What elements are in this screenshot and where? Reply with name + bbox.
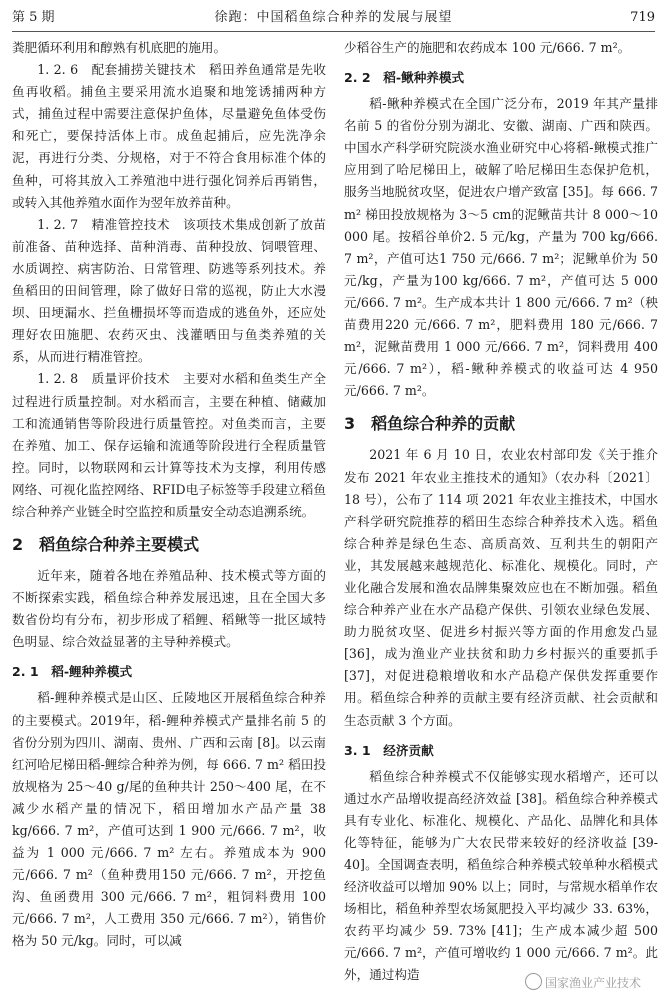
running-title: 徐跑：中国稻鱼综合种养的发展与展望 — [214, 10, 453, 25]
subsection-3-1-heading: 3. 1 经济贡献 — [344, 742, 434, 758]
section-3-intro: 2021 年 6 月 10 日，农业农村部印发《关于推介发布 2021 年农业主推技术的通知》（农办科〔2021〕18 号），公布了 114 项 2021 年农业主推技术，中国水产科学研究院推荐的稻田生态综合种养技术入选。稻鱼综合种养是绿色生态、高质高效、互利共生的朝阳产业，其发展越来越规范化、标准化、规模化。同时，产业化融合发展和渔农品牌集聚效应也在不断加强。稻鱼综合种养产业在水产品稳产保供、引领农业绿色发展、助力脱贫攻坚、促进乡村振兴等方面的作用愈发凸显 [36]，成为渔业产业扶贫和助力乡村振兴的重要抓手 [37]，对促进稳粮增收和水产品稳产保供发挥重要作用。稻鱼综合种养的贡献主要有经济贡献、社会贡献和生态贡献 3 个方面。 — [344, 447, 658, 728]
subsection-3-1-body: 稻鱼综合种养模式不仅能够实现水稻增产，还可以通过水产品增收提高经济效益 [38]。稻鱼综合种养模式具有专业化、标准化、规模化、产品化、品牌化和具体化等特征，能够为广大农民带来较好的经济收益 [39-40]。全国调查表明，稻鱼综合种养模式较单种水稻模式经济收益可以增加 90% 以上；同时，与常规水稻单作农场相比，稻鱼种养型农场氮肥投入平均减少 33. 63%，农药平均减少 59. 73% [41]；生产成本减少超 500 元/666. 7 m²，产值可增收约 1 000 元/666. 7 m²。此外，通过构造 — [344, 768, 658, 983]
paragraph-continued: 粪肥循环利用和醇熟有机底肥的施用。 — [12, 40, 227, 55]
section-2-intro: 近年来，随着各地在养殖品种、技术模式等方面的不断探索实践，稻鱼综合种养发展迅速，且在全国大多数省份均有分布，初步形成了稻鲤、稻鳅等一批区域特色明显、综合效益显著的主导种养模式。 — [12, 568, 326, 650]
watermark-text: 国家渔业产业技术 — [544, 976, 641, 990]
wechat-logo-icon — [525, 973, 542, 990]
right-column — [344, 37, 658, 987]
subsection-2-1-heading: 2. 1 稻-鲤种养模式 — [12, 664, 133, 680]
paragraph-continued: 少稻谷生产的施肥和农药成本 100 元/666. 7 m²。 — [344, 40, 631, 55]
issue-number: 第 5 期 — [12, 10, 55, 25]
subsection-2-2-body: 稻-鳅种养模式在全国广泛分布，2019 年其产量排名前 5 的省份分别为湖北、安徽、湖南、广西和陕西。中国水产科学研究院淡水渔业研究中心将稻-鳅模式推广应用到了哈尼梯田上，破解了哈尼梯田生态保护危机，服务当地脱贫攻坚，促进农户增产致富 [35]。每 666. 7 m² 梯田投放规格为 3～5 cm的泥鳅苗共计 8 000～10 000 尾。按稻谷单价2. 5 元/kg，产量为 700 kg/666. 7 m²，产值可达1 750 元/666. 7 m²；泥鳅单价为 50 元/kg，产量为100 kg/666. 7 m²，产值可达 5 000 元/666. 7 m²。生产成本共计 1 800 元/666. 7 m²（秧苗费用220 元/666. 7 m²，肥料费用 180 元/666. 7 m²，泥鳅苗费用 1 000 元/666. 7 m²，饲料费用 400 元/666. 7 m²），稻-鳅种养模式的收益可达 4 950 元/666. 7 m²。 — [344, 96, 658, 399]
section-2-heading: 2 稻鱼综合种养主要模式 — [12, 535, 200, 555]
section-3-heading: 3 稻鱼综合种养的贡献 — [344, 414, 516, 434]
subsection-2-1-body: 稻-鲤种养模式是山区、丘陵地区开展稻鱼综合种养的主要模式。2019年，稻-鲤种养模式产量排名前 5 的省份分别为四川、湖南、贵州、广西和云南 [8]。以云南红河哈尼梯田稻-鲤综合种养为例，每 666. 7 m² 稻田投放规格为 25～40 g/尾的鱼种共计 250～400 尾，在不减少水稻产量的情况下，稻田增加水产品产量 38 kg/666. 7 m²，产值可达到 1 900 元/666. 7 m²，收益为 1 000 元/666. 7 m² 左右。养殖成本为 900 元/666. 7 m²（鱼种费用150 元/666. 7 m²，开挖鱼沟、鱼函费用 300 元/666. 7 m²，粗饲料费用 100 元/666. 7 m²，人工费用 350 元/666. 7 m²），销售价格为 50 元/kg。同时，可以减 — [12, 690, 326, 949]
paragraph-1-2-6: 1. 2. 6 配套捕捞关键技术 稻田养鱼通常是先收鱼再收稻。捕鱼主要采用流水追聚和地笼诱捕两种方式，捕鱼过程中需要注意保护鱼体，尽量避免鱼体受伤和死亡，要保持活体上市。成鱼起捕后，应先洗净余泥，再进行分类、分规格，对于不符合食用标准个体的鱼种，可将其放入工养殖池中进行强化饲养后再销售，或转入其他养殖水面作为翌年放养苗种。 — [12, 62, 326, 210]
running-header — [12, 7, 655, 32]
page-number: 719 — [630, 10, 655, 25]
subsection-2-2-heading: 2. 2 稻-鳅种养模式 — [344, 70, 465, 86]
paragraph-1-2-8: 1. 2. 8 质量评价技术 主要对水稻和鱼类生产全过程进行质量控制。对水稻而言，主要在种植、储藏加工和流通销售等阶段进行质量管控。对鱼类而言，主要在养殖、加工、保存运输和流通等阶段进行全程质量管控。同时，以物联网和云计算等技术为支撑，利用传感网络、可视化监控网络、RFID电子标签等手段建立稻鱼综合种养产业链全时空监控和质量安全动态追溯系统。 — [12, 371, 326, 519]
left-column — [12, 37, 326, 953]
paragraph-1-2-7: 1. 2. 7 精准管控技术 该项技术集成创新了放苗前准备、苗种选择、苗种消毒、苗种投放、饲喂管理、水质调控、病害防治、日常管理、防逃等系列技术。养鱼稻田的田间管理，除了做好日常的巡视，防止大水漫坝、田埂漏水、拦鱼栅损坏等而造成的逃鱼外，还应处理好农田施肥、农药灭虫、浅灌晒田与鱼类养殖的关系，从而进行精准管控。 — [12, 216, 326, 365]
wechat-watermark — [525, 973, 641, 991]
